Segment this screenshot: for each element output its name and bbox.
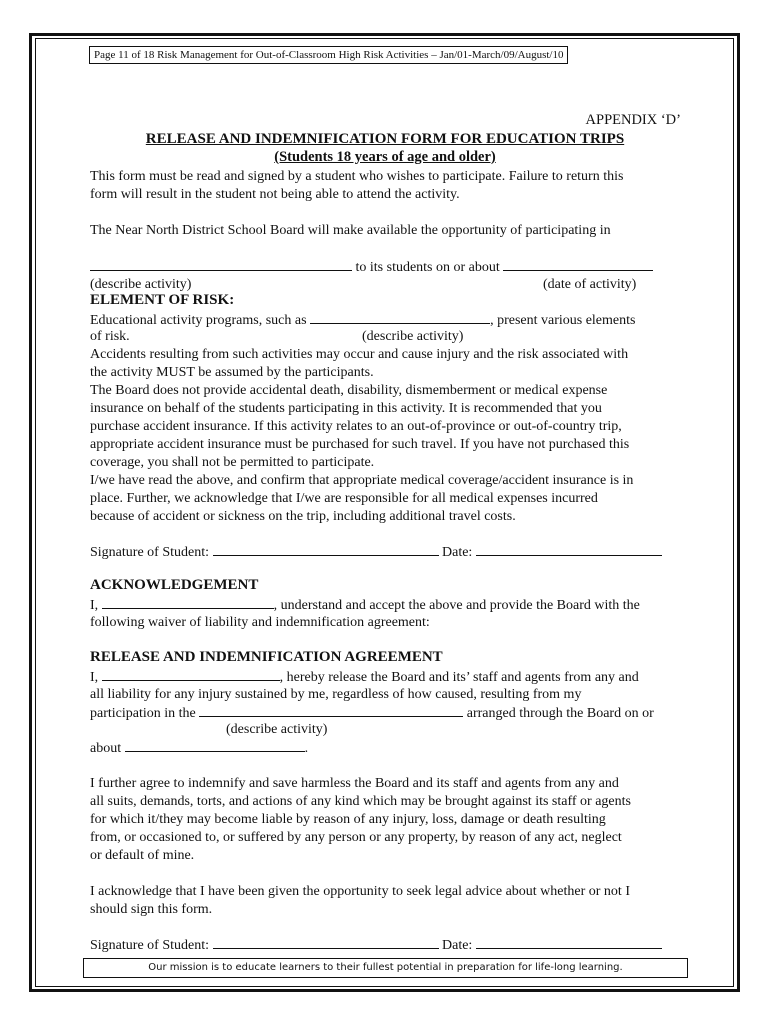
release-line-2: all liability for any injury sustained by me, regardless of how caused, resulting from my (90, 687, 582, 702)
indemnify-line: or default of mine. (90, 848, 195, 863)
intro-line-2: form will result in the student not being able to attend the activity. (90, 187, 460, 202)
risk-paragraph-line: I/we have read the above, and confirm that appropriate medical coverage/accident insurance is in (90, 473, 634, 488)
release-heading: RELEASE AND INDEMNIFICATION AGREEMENT (90, 649, 443, 665)
release-activity-label: (describe activity) (226, 722, 328, 737)
element-of-risk-heading: ELEMENT OF RISK: (90, 292, 235, 308)
acknowledgement-line-1: I, , understand and accept the above and provide the Board with the (90, 598, 640, 613)
form-subtitle: (Students 18 years of age and older) (274, 149, 496, 165)
indemnify-line: I further agree to indemnify and save harmless the Board and its staff and agents from any and (90, 776, 619, 791)
form-title: RELEASE AND INDEMNIFICATION FORM FOR EDUCATION TRIPS (145, 131, 625, 147)
activity-label-left: (describe activity) (90, 277, 192, 292)
acknowledgement-name-field[interactable] (102, 596, 274, 609)
risk-paragraph-line: purchase accident insurance. If this activity relates to an out-of-province or out-of-country trip, (90, 419, 622, 434)
risk-paragraph-line: place. Further, we acknowledge that I/we are responsible for all medical expenses incurred (90, 491, 598, 506)
student-signature-field-2[interactable] (213, 936, 439, 949)
risk-line-1: Educational activity programs, such as , present various elements (90, 313, 636, 328)
risk-paragraph-line: Accidents resulting from such activities may occur and cause injury and the risk associated with (90, 347, 629, 362)
risk-paragraph-line: The Board does not provide accidental death, disability, dismemberment or medical expense (90, 383, 608, 398)
indemnify-line: from, or occasioned to, or suffered by any person or any property, by reason of any act, neglect (90, 830, 622, 845)
student-signature-field[interactable] (213, 543, 439, 556)
page-header: Page 11 of 18 Risk Management for Out-of-Classroom High Risk Activities – Jan/01-March/09/August/10 (89, 46, 568, 64)
risk-line-2: of risk. (90, 329, 130, 344)
release-line-5: about . (90, 741, 309, 756)
indemnify-line: all suits, demands, torts, and actions of any kind which may be brought against its staff or agents (90, 794, 631, 809)
release-activity-field[interactable] (199, 704, 463, 717)
risk-paragraph-line: the activity MUST be assumed by the participants. (90, 365, 374, 380)
indemnify-line: for which it/they may become liable by reason of any injury, loss, damage or death resulting (90, 812, 606, 827)
release-line-3: participation in the arranged through the Board on or (90, 706, 654, 721)
intro-line-1: This form must be read and signed by a student who wishes to participate. Failure to return this (90, 169, 624, 184)
activity-line: to its students on or about (90, 258, 653, 276)
risk-activity-blank[interactable] (310, 311, 490, 324)
release-date-field[interactable] (125, 739, 305, 752)
appendix-label: APPENDIX ‘D’ (585, 112, 681, 128)
acknowledgement-heading: ACKNOWLEDGEMENT (90, 577, 259, 593)
activity-date-blank[interactable] (503, 258, 653, 271)
board-sentence: The Near North District School Board will make available the opportunity of participating in (90, 223, 611, 238)
signature-line-2: Signature of Student: Date: (90, 936, 662, 954)
risk-paragraph-line: insurance on behalf of the students participating in this activity. It is recommended that you (90, 401, 602, 416)
risk-paragraph-line: appropriate accident insurance must be purchased for such travel. If you have not purchased this (90, 437, 630, 452)
signature-date-field[interactable] (476, 543, 662, 556)
mission-footer: Our mission is to educate learners to their fullest potential in preparation for life-long learning. (83, 958, 688, 978)
signature-line-1: Signature of Student: Date: (90, 543, 662, 561)
release-name-field[interactable] (102, 668, 280, 681)
risk-paragraph-line: because of accident or sickness on the trip, including additional travel costs. (90, 509, 516, 524)
signature-date-field-2[interactable] (476, 936, 662, 949)
activity-label-right: (date of activity) (543, 277, 637, 292)
release-line-1: I, , hereby release the Board and its’ staff and agents from any and (90, 670, 639, 685)
risk-line-2-label: (describe activity) (362, 329, 464, 344)
risk-paragraph-line: coverage, you shall not be permitted to participate. (90, 455, 375, 470)
activity-blank[interactable] (90, 258, 352, 271)
legal-advice-line-1: I acknowledge that I have been given the opportunity to seek legal advice about whether or not I (90, 884, 630, 899)
acknowledgement-line-2: following waiver of liability and indemnification agreement: (90, 615, 430, 630)
legal-advice-line-2: should sign this form. (90, 902, 213, 917)
